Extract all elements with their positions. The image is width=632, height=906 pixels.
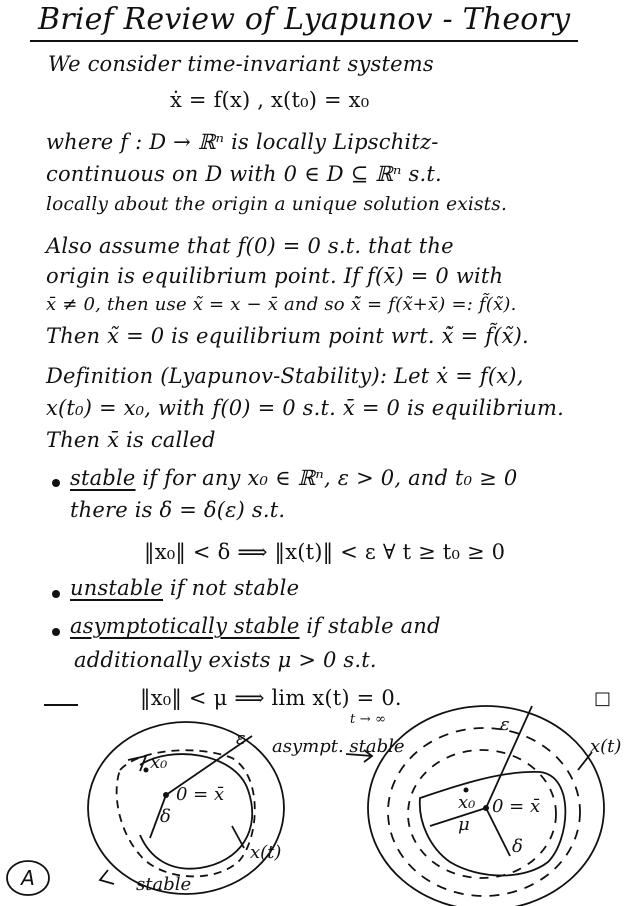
page-title: Brief Review of Lyapunov - Theory <box>38 2 571 37</box>
stable-continuation: there is δ = δ(ε) s.t. <box>70 498 286 522</box>
badge-letter: A <box>21 866 35 890</box>
left-traj-label: x(t) <box>250 842 282 863</box>
left-origin-point <box>163 792 169 798</box>
right-x0-label: x₀ <box>458 792 476 813</box>
right-mu-region <box>388 728 580 896</box>
text-line-8: x̄ ≠ 0, then use x̃ = x − x̄ and so x̃̇ = f(x̃+x̄) =: f̃(x̃). <box>46 294 517 315</box>
right-caption: asympt. stable <box>272 736 405 757</box>
right-traj-label: x(t) <box>590 736 622 757</box>
left-arrow-head <box>128 756 146 771</box>
stable-formula: ‖x₀‖ < δ ⟹ ‖x(t)‖ < ε ∀ t ≥ t₀ ≥ 0 <box>144 540 506 564</box>
text-line-3: where f : D → ℝⁿ is locally Lipschitz- <box>46 130 439 154</box>
text-line-6: Also assume that f(0) = 0 s.t. that the <box>46 234 454 258</box>
system-equation: ẋ = f(x) , x(t₀) = x₀ <box>170 88 370 112</box>
asymptotic-condition: if stable and <box>299 614 441 638</box>
asymptotic-formula: ‖x₀‖ < μ ⟹ lim x(t) = 0. <box>140 686 402 710</box>
right-trajectory <box>420 772 566 876</box>
left-delta-region <box>117 750 255 876</box>
left-caption-arrow <box>100 870 114 884</box>
term-unstable: unstable <box>70 576 163 600</box>
text-line-11: x(t₀) = x₀, with f(0) = 0 s.t. x̄ = 0 is equilibrium. <box>46 396 564 420</box>
left-x0-point <box>144 768 149 773</box>
unstable-condition: if not stable <box>162 576 300 600</box>
term-stable: stable <box>70 466 136 490</box>
definition-line: Definition (Lyapunov-Stability): Let ẋ = f(x), <box>46 364 524 388</box>
left-origin-label: 0 = x̄ <box>176 784 225 805</box>
text-line-9: Then x̃ = 0 is equilibrium point wrt. x̃̇ = f̃(x̃). <box>46 324 529 348</box>
qed-mark: □ <box>594 688 612 709</box>
right-origin-point <box>483 805 489 811</box>
left-eps-label: ε <box>236 728 246 749</box>
text-line-12: Then x̄ is called <box>46 428 216 452</box>
right-mu-label: μ <box>458 814 470 835</box>
text-line-1: We consider time-invariant systems <box>48 52 434 76</box>
left-caption: stable <box>136 874 192 895</box>
text-line-7: origin is equilibrium point. If f(x̄) = 0 with <box>46 264 504 288</box>
corner-badge <box>4 858 52 898</box>
asymptotic-continuation: additionally exists μ > 0 s.t. <box>74 648 377 672</box>
left-delta-label: δ <box>160 806 171 827</box>
stable-condition: if for any x₀ ∈ ℝⁿ, ε > 0, and t₀ ≥ 0 <box>135 466 518 490</box>
right-delta-label: δ <box>512 836 523 857</box>
text-line-4: continuous on D with 0 ∈ D ⊆ ℝⁿ s.t. <box>46 162 442 186</box>
right-origin-label: 0 = x̄ <box>492 796 541 817</box>
right-eps-label: ε <box>500 714 510 735</box>
left-traj-pointer <box>232 826 244 848</box>
text-line-5: locally about the origin a unique solution exists. <box>46 194 508 215</box>
limit-subscript: t → ∞ <box>350 712 387 727</box>
left-x0-label: x₀ <box>150 752 168 773</box>
term-asymptotically-stable: asymptotically stable <box>70 614 300 638</box>
